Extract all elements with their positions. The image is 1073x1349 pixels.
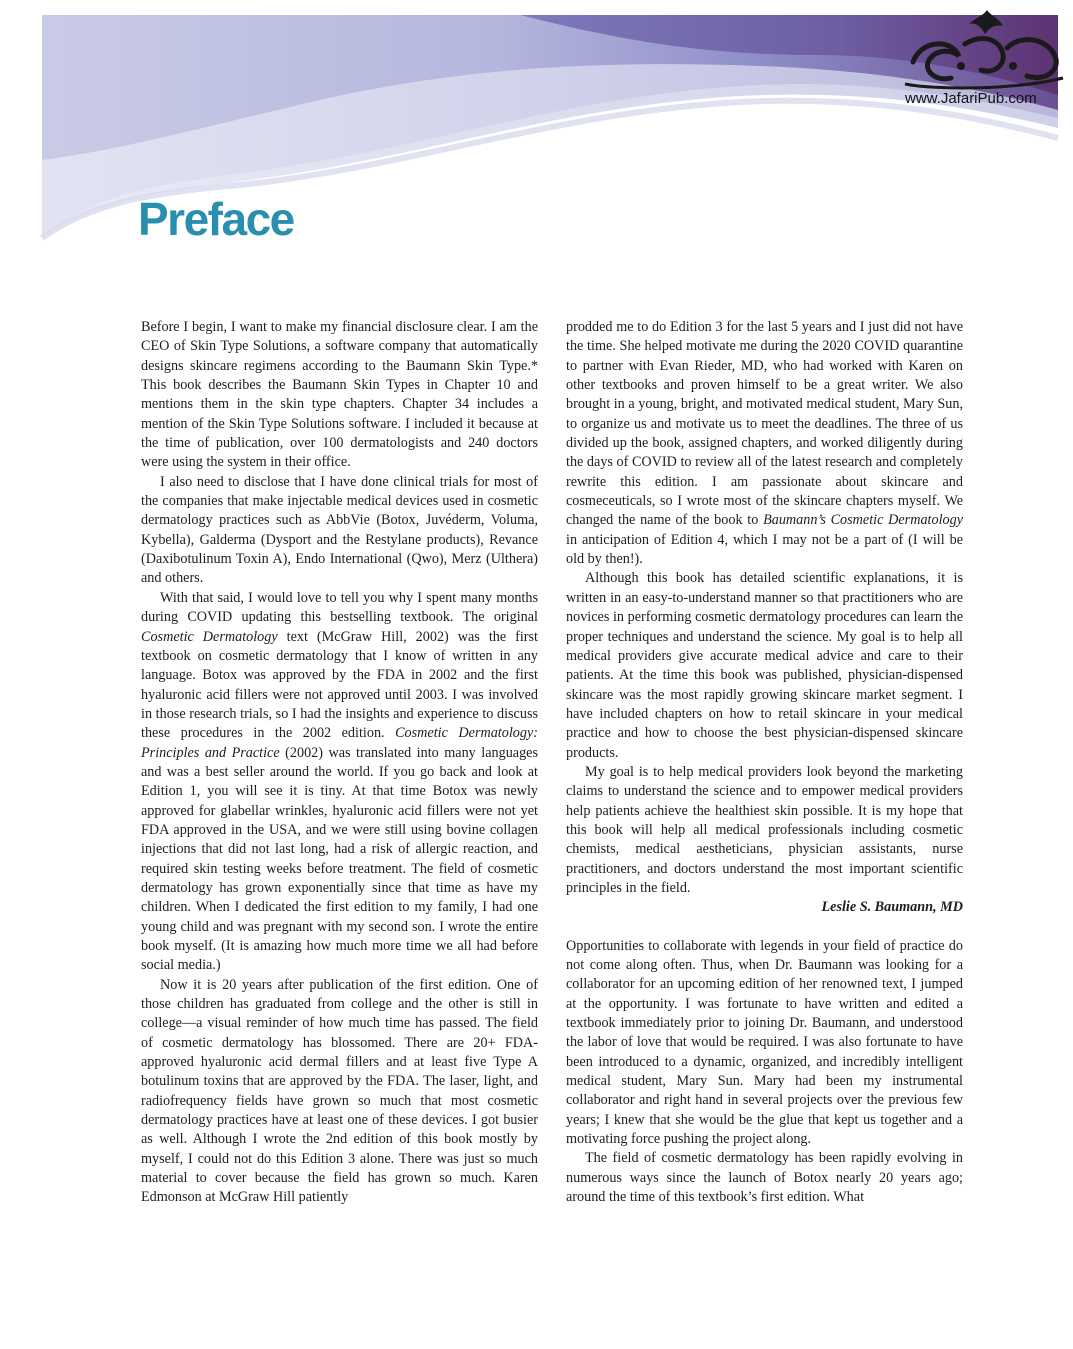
paragraph: [566, 763, 963, 898]
text-run: text (McGraw Hill, 2002) was the first textbook on cosmetic dermatology that I know of written in any language. Botox was approved by the FDA in 2002 and the first hyaluronic acid fillers were not approved until 2003. I was involved in those research trials, so I had the insights and experience to discuss these procedures in the 2002 edition.: [141, 628, 538, 742]
section-gap: [566, 918, 963, 937]
italic-title: Cosmetic Dermatology: [141, 628, 278, 645]
paragraph: [566, 569, 963, 762]
paragraph: [566, 937, 963, 1150]
text-run: (2002) was translated into many languages and was a best seller around the world. If you go back and look at Edition 1, you will see it is tiny. At that time Botox was newly approved for glabellar wrinkles, hyaluronic acid fillers were not yet FDA approved in the USA, and we were still using bovine collagen injections that did not last long, had a risk of allergic reaction, and required skin testing weeks before treatment. The field of cosmetic dermatology has grown exponentially since that time as have my children. When I dedicated the first edition to my family, I had one young child and was pregnant with my second son. I wrote the entire book myself. (It is amazing how much more time we all had before social media.): [141, 744, 539, 974]
left-column: [141, 318, 538, 1208]
paragraph: [141, 318, 538, 473]
page-title: Preface: [138, 193, 294, 245]
author-signature: Leslie S. Baumann, MD: [821, 899, 963, 916]
text-run: Opportunities to collaborate with legends in your field of practice do not come along often. Thus, when Dr. Baumann was looking for a collaborator for an upcoming edition of her renowned text, I jumped at the opportunity. I was fortunate to have written and edited a textbook immediately prior to joining Dr. Baumann, and understood the labor of love that would be required. I was also fortunate to have been introduced to a dynamic, organized, and incredibly intelligent medical student, Mary Sun. Mary had been my instrumental collaborator and right hand in several projects over the previous few years; I knew that she would be the glue that kept us together and a motivating force pushing the project along.: [566, 937, 963, 1148]
text-run: Although this book has detailed scientific explanations, it is written in an easy-to-understand manner so that practitioners who are novices in performing cosmetic dermatology procedures can learn the proper techniques and understand the science. My goal is to help all medical providers give accurate medical advice and care to their patients. At the time this book was published, physician-dispensed skincare was the most rapidly growing skincare market segment. I have included chapters on how to retail skincare in your medical practice and how to choose the best physician-dispensed skincare products.: [566, 570, 963, 761]
italic-title: Baumann’s Cosmetic Dermatology: [763, 512, 964, 529]
text-run: in anticipation of Edition 4, which I may not be a part of (I will be old by then!).: [566, 531, 963, 568]
text-run: Before I begin, I want to make my financial disclosure clear. I am the CEO of Skin Type Solutions, a software company that automatically designs skincare regimens according to the Baumann Skin Type.* This book describes the Baumann Skin Types in Chapter 10 and mentions them in the skin type chapters. Chapter 34 includes a mention of the Skin Type Solutions software. I included it because at the time of publication, over 100 dermatologists and 240 doctors were using the system in their office.: [141, 319, 538, 471]
text-run: prodded me to do Edition 3 for the last 5 years and I just did not have the time. She helped motivate me during the 2020 COVID quarantine to partner with Evan Rieder, MD, who had worked with Karen on other textbooks and proven himself to be a great writer. We also brought in a young, bright, and motivated medical student, Mary Sun, to organize us and motivate us to meet the deadlines. The three of us divided up the book, assigned chapters, and worked diligently during the days of COVID to review all of the latest research and completely rewrite this edition. I am passionate about skincare and cosmeceuticals, so I wrote most of the skincare chapters myself. We changed the name of the book to: [566, 319, 963, 529]
text-run: I also need to disclose that I have done clinical trials for most of the companies that make injectable medical devices used in cosmetic dermatology practices such as AbbVie (Botox, Juvéderm, Voluma, Kybella), Galderma (Dysport and the Restylane products), Revance (Daxibotulinum Toxin A), Endo International (Qwo), Merz (Ulthera) and others.: [141, 473, 538, 587]
paragraph: [566, 318, 963, 569]
paragraph: [141, 976, 538, 1208]
text-run: Now it is 20 years after publication of the first edition. One of those children has graduated from college and the other is still in college—a visual reminder of how much time has passed. The field of cosmetic dermatology has blossomed. There are 20+ FDA-approved hyaluronic acid dermal fillers and at least five Type A botulinum toxins that are approved by the FDA. The laser, light, and radiofrequency fields have grown so much that most cosmetic dermatology practices have at least one of these devices. I got busier as well. Although I wrote the 2nd edition of this book mostly by myself, I could not do this Edition 3 alone. There was just so much material to cover because the field has grown so much. Karen Edmonson at McGraw Hill patiently: [141, 976, 538, 1206]
italic-title: Cosmetic Dermatology: Principles and Practice: [141, 725, 538, 761]
paragraph: [141, 473, 538, 589]
paragraph: [141, 589, 538, 976]
paragraph: [566, 1149, 963, 1207]
text-run: The field of cosmetic dermatology has been rapidly evolving in numerous ways since the launch of Botox nearly 20 years ago; around the time of this textbook’s first edition. What: [566, 1150, 963, 1206]
text-run: With that said, I would love to tell you why I spent many months during COVID updating this bestselling textbook. The original: [141, 589, 538, 626]
text-run: My goal is to help medical providers look beyond the marketing claims to understand the science and to empower medical providers help patients achieve the healthiest skin possible. It is my hope that this book will help all medical professionals including cosmetic chemists, medical aestheticians, physician assistants, nurse practitioners, and doctors understand the most important scientific principles in the field.: [566, 763, 963, 896]
publisher-url: www.JafariPub.com: [905, 90, 1037, 107]
right-column: [566, 318, 963, 1207]
